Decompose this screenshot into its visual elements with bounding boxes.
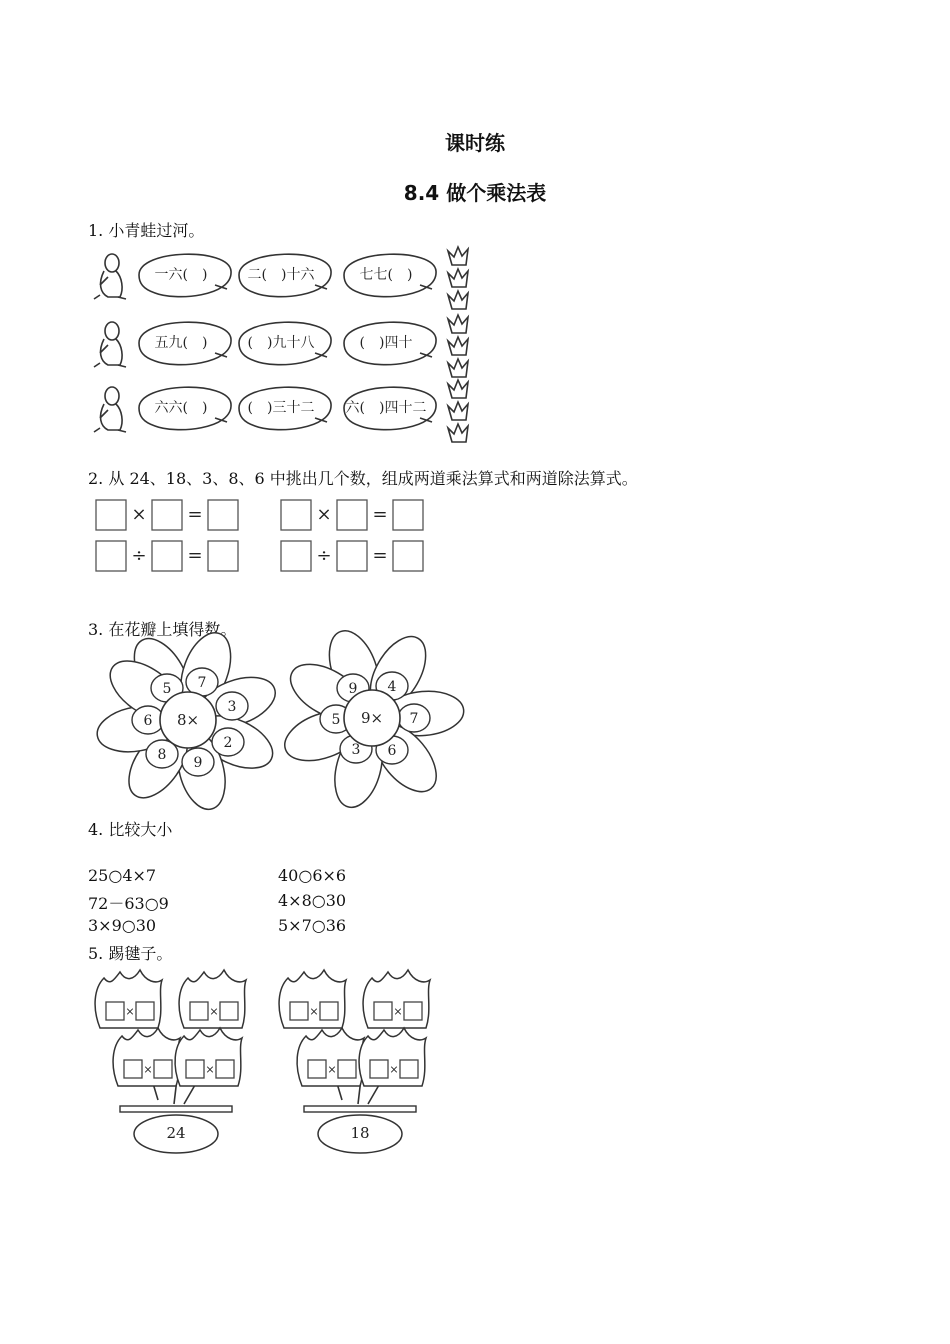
grass-icon [448, 247, 468, 309]
shuttlecock-feather [359, 1028, 426, 1086]
equation-row [96, 541, 238, 571]
answer-box[interactable] [220, 1002, 238, 1020]
petal-number: 7 [409, 711, 419, 727]
answer-box[interactable] [216, 1060, 234, 1078]
equals-sign: = [187, 504, 203, 525]
target-number: 24 [166, 1124, 186, 1142]
lily-pad [239, 322, 331, 365]
answer-box[interactable] [96, 500, 126, 530]
answer-box[interactable] [404, 1002, 422, 1020]
answer-box[interactable] [393, 541, 423, 571]
shuttlecock-feather [113, 1028, 180, 1086]
operator-sign: ÷ [131, 545, 147, 566]
times-sign: × [205, 1063, 215, 1076]
shuttlecock-feather [95, 970, 162, 1028]
shuttlecock-base [120, 1106, 232, 1112]
flower-center-label: 8× [176, 711, 200, 729]
times-sign: × [309, 1005, 319, 1018]
answer-box[interactable] [136, 1002, 154, 1020]
answer-box[interactable] [338, 1060, 356, 1078]
answer-box[interactable] [190, 1002, 208, 1020]
question-4-label: 4. 比较大小 [88, 820, 173, 839]
grass-icon [448, 315, 468, 377]
petal-number: 9 [348, 681, 358, 697]
compare-item: 72－63○9 [88, 894, 169, 913]
grass-tuft [448, 380, 468, 398]
operator-sign: × [131, 504, 147, 525]
answer-box[interactable] [374, 1002, 392, 1020]
petal-number: 5 [331, 712, 341, 728]
frog-body [101, 404, 123, 430]
grass-tuft [448, 359, 468, 377]
equation-row [281, 500, 423, 530]
equation-row [281, 541, 423, 571]
answer-box[interactable] [106, 1002, 124, 1020]
lesson-title: 8.4 做个乘法表 [403, 181, 547, 205]
lily-pad [344, 254, 436, 297]
frog-icon [94, 254, 126, 299]
shuttlecock-feather [175, 1028, 242, 1086]
frog-icon [94, 387, 126, 432]
operator-sign: ÷ [316, 545, 332, 566]
grass-tuft [448, 269, 468, 287]
petal-number: 7 [197, 675, 207, 691]
compare-item: 40○6×6 [278, 866, 347, 885]
compare-item: 4×8○30 [278, 891, 347, 910]
equals-sign: = [187, 545, 203, 566]
answer-box[interactable] [152, 541, 182, 571]
grass-tuft [448, 247, 468, 265]
lily-pad-expression: ( )四十 [359, 335, 413, 351]
frog-body [101, 271, 123, 297]
answer-box[interactable] [96, 541, 126, 571]
lily-pad [139, 254, 231, 297]
lily-pad-expression: ( )三十二 [247, 400, 315, 416]
shuttlecock-feather [279, 970, 346, 1028]
page-title: 课时练 [445, 131, 505, 155]
answer-box[interactable] [154, 1060, 172, 1078]
lily-pad-expression: 五九( ) [154, 335, 208, 351]
answer-box[interactable] [152, 500, 182, 530]
lily-pad [344, 322, 436, 365]
lily-pad [139, 322, 231, 365]
answer-box[interactable] [393, 500, 423, 530]
lily-pad [139, 387, 231, 430]
lily-pad-expression: ( )九十八 [247, 335, 315, 351]
equals-sign: = [372, 504, 388, 525]
lily-pad [239, 254, 331, 297]
petal-number: 4 [387, 679, 397, 695]
equals-sign: = [372, 545, 388, 566]
answer-box[interactable] [337, 541, 367, 571]
frog-head [105, 387, 119, 405]
equation-row [96, 500, 238, 530]
frog-body [101, 339, 123, 365]
answer-box[interactable] [208, 500, 238, 530]
answer-box[interactable] [308, 1060, 326, 1078]
petal-number: 6 [143, 713, 153, 729]
lily-pad-expression: 七七( ) [359, 267, 413, 283]
answer-box[interactable] [281, 541, 311, 571]
lily-pad-expression: 二( )十六 [247, 267, 315, 283]
grass-tuft [448, 424, 468, 442]
operator-sign: × [316, 504, 332, 525]
petal-number: 5 [162, 681, 172, 697]
petal-number: 6 [387, 743, 397, 759]
petal-number: 3 [351, 742, 361, 758]
grass-tuft [448, 337, 468, 355]
answer-box[interactable] [186, 1060, 204, 1078]
answer-box[interactable] [370, 1060, 388, 1078]
petal-number: 2 [223, 735, 233, 751]
lily-pad-expression: 六( )四十二 [345, 400, 427, 416]
times-sign: × [393, 1005, 403, 1018]
question-2-label: 2. 从 24、18、3、8、6 中挑出几个数，组成两道乘法算式和两道除法算式。 [88, 469, 638, 488]
answer-box[interactable] [124, 1060, 142, 1078]
compare-item: 5×7○36 [278, 916, 347, 935]
lily-pad-expression: 一六( ) [154, 267, 208, 283]
times-sign: × [209, 1005, 219, 1018]
frog-head [105, 254, 119, 272]
times-sign: × [327, 1063, 337, 1076]
answer-box[interactable] [400, 1060, 418, 1078]
lily-pad [344, 387, 436, 430]
grass-tuft [448, 291, 468, 309]
flower [94, 626, 282, 815]
answer-box[interactable] [208, 541, 238, 571]
answer-box[interactable] [281, 500, 311, 530]
answer-box[interactable] [290, 1002, 308, 1020]
petal-number: 8 [157, 747, 167, 763]
shuttlecock-feather [179, 970, 246, 1028]
shuttlecock-base [304, 1106, 416, 1112]
question-5-label: 5. 踢毽子。 [88, 944, 173, 963]
lily-pad [239, 387, 331, 430]
target-number: 18 [350, 1124, 370, 1142]
frog-icon [94, 322, 126, 367]
petal-number: 9 [193, 755, 203, 771]
grass-tuft [448, 315, 468, 333]
flower-center-label: 9× [360, 709, 384, 727]
compare-item: 3×9○30 [88, 916, 157, 935]
compare-item: 25○4×7 [88, 866, 157, 885]
shuttlecock-feather [297, 1028, 364, 1086]
lily-pad-expression: 六六( ) [154, 400, 208, 416]
frog-head [105, 322, 119, 340]
shuttlecock-feather [363, 970, 430, 1028]
times-sign: × [125, 1005, 135, 1018]
question-3-label: 3. 在花瓣上填得数。 [88, 620, 237, 639]
times-sign: × [389, 1063, 399, 1076]
grass-icon [448, 380, 468, 442]
question-1-label: 1. 小青蛙过河。 [88, 221, 205, 240]
grass-tuft [448, 402, 468, 420]
flower [278, 624, 466, 813]
times-sign: × [143, 1063, 153, 1076]
petal-number: 3 [227, 699, 237, 715]
answer-box[interactable] [337, 500, 367, 530]
answer-box[interactable] [320, 1002, 338, 1020]
shuttlecock-group [95, 970, 246, 1153]
shuttlecock-group [279, 970, 430, 1153]
